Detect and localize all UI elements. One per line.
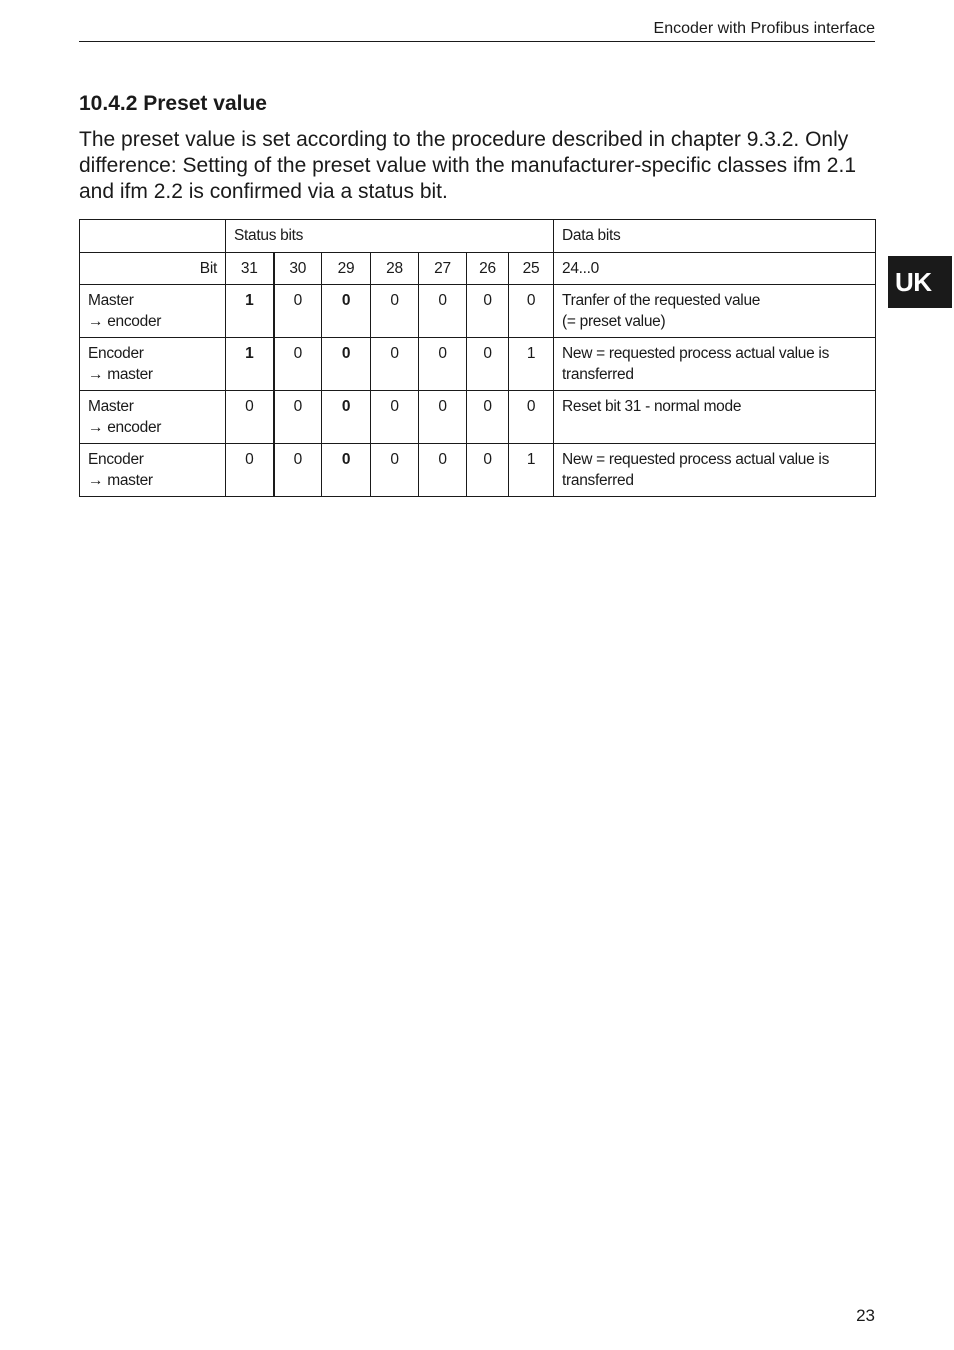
bit-value: 1: [226, 338, 274, 391]
bit-value: 1: [226, 285, 274, 338]
bit-value: 0: [419, 391, 467, 444]
data-bits-header: Data bits: [554, 220, 876, 253]
data-description-cell: [554, 444, 876, 497]
bit-value: 1: [509, 338, 554, 391]
bit-value: 0: [467, 444, 509, 497]
direction-target: → encoder: [88, 312, 162, 330]
bit-value: 0: [226, 444, 274, 497]
table-bit-number-row: [80, 252, 876, 285]
table-row: [80, 391, 876, 444]
bit-value: 0: [371, 285, 419, 338]
bit-value: 0: [509, 285, 554, 338]
bit-value: 0: [274, 391, 322, 444]
direction-source: Master: [88, 292, 134, 309]
section-title: 10.4.2 Preset value: [79, 92, 267, 115]
data-description: Reset bit 31 - normal mode: [562, 398, 742, 415]
bit-value: 0: [467, 338, 509, 391]
table-row: [80, 338, 876, 391]
data-description: New = requested process actual value is: [562, 451, 830, 468]
direction-target: → master: [88, 471, 153, 489]
bit-number: 28: [371, 252, 419, 285]
direction-cell: [80, 391, 226, 444]
data-description: (= preset value): [562, 312, 666, 330]
direction-cell: [80, 285, 226, 338]
table-corner-cell: [80, 220, 226, 253]
data-description: transferred: [562, 471, 634, 489]
table-group-header-row: [80, 220, 876, 253]
bit-number: 29: [322, 252, 371, 285]
bit-number: 27: [419, 252, 467, 285]
data-description: New = requested process actual value is: [562, 345, 830, 362]
status-bits-header: Status bits: [226, 220, 554, 253]
direction-cell: [80, 338, 226, 391]
bit-value: 0: [274, 444, 322, 497]
bit-label: Bit: [80, 252, 226, 285]
direction-source: Encoder: [88, 345, 144, 362]
bit-value: 0: [371, 444, 419, 497]
data-description: transferred: [562, 365, 634, 383]
bit-value: 0: [371, 338, 419, 391]
data-description-cell: [554, 391, 876, 444]
bit-value: 0: [274, 285, 322, 338]
bit-value: 0: [419, 444, 467, 497]
direction-cell: [80, 444, 226, 497]
data-description: Tranfer of the requested value: [562, 292, 761, 309]
running-header: Encoder with Profibus interface: [79, 20, 875, 42]
bit-value: 0: [419, 338, 467, 391]
bit-number: 30: [274, 252, 322, 285]
data-description-cell: [554, 285, 876, 338]
bit-value: 0: [274, 338, 322, 391]
bit-value: 0: [509, 391, 554, 444]
bit-number: 26: [467, 252, 509, 285]
data-description-cell: [554, 338, 876, 391]
direction-source: Encoder: [88, 451, 144, 468]
bit-value: 0: [467, 285, 509, 338]
bit-value: 0: [322, 391, 371, 444]
direction-source: Master: [88, 398, 134, 415]
language-tab-uk: UK: [888, 256, 952, 308]
bit-value: 0: [371, 391, 419, 444]
bit-value: 1: [509, 444, 554, 497]
page-number: 23: [856, 1306, 875, 1325]
bit-value: 0: [226, 391, 274, 444]
direction-target: → master: [88, 365, 153, 383]
table-row: [80, 285, 876, 338]
bit-value: 0: [322, 285, 371, 338]
intro-paragraph: The preset value is set according to the procedure described in chapter 9.3.2. Only difference: Setting of the preset value with the manufacturer-specific classes ifm 2.1 and ifm 2.2 is confirmed via a status bit.: [79, 128, 856, 203]
bit-number: 31: [226, 252, 274, 285]
table-row: [80, 444, 876, 497]
direction-target: → encoder: [88, 418, 162, 436]
bit-value: 0: [419, 285, 467, 338]
bit-number: 25: [509, 252, 554, 285]
bit-value: 0: [322, 338, 371, 391]
bit-value: 0: [322, 444, 371, 497]
status-bits-table: [79, 219, 876, 497]
data-range: 24...0: [554, 252, 876, 285]
bit-value: 0: [467, 391, 509, 444]
